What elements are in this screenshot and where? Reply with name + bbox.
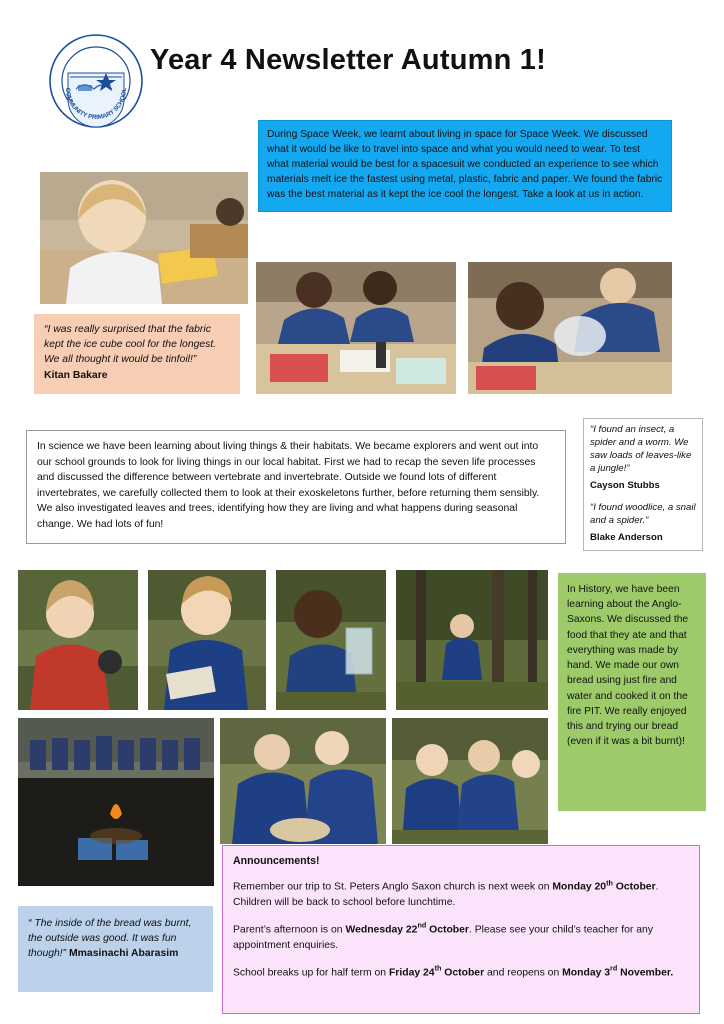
announcement-item: School breaks up for half term on Friday 24th October and reopens on Monday 3rd November. — [233, 963, 674, 979]
photo-bread-making-2 — [392, 718, 548, 844]
quote-kitan-text: “I was really surprised that the fabric kept the ice cube cool for the longest. We all thought it would be tinfoil!” — [44, 324, 217, 365]
page-title: Year 4 Newsletter Autumn 1! — [150, 44, 546, 76]
photo-classroom-group-2 — [468, 262, 672, 394]
announcement-item: Parent’s afternoon is on Wednesday 22nd October. Please see your child’s teacher for any appointment enquiries. — [233, 920, 654, 951]
photo-fire-pit — [18, 718, 214, 886]
photo-outdoor-explorer-2 — [148, 570, 266, 710]
photo-outdoor-explorer-3 — [276, 570, 386, 710]
quote-cayson-text: “I found an insect, a spider and a worm. We saw loads of leaves-like a jungle!” — [590, 424, 692, 475]
announcements-heading: Announcements! — [233, 855, 320, 867]
photo-outdoor-explorer-4 — [396, 570, 548, 710]
space-week-text-box: During Space Week, we learnt about living in space for Space Week. We discussed what it would be like to travel into space and what you would need to wear. To test what material would be best for a spacesuit we conducted an experience to see which materials melt ice the fastest using metal, plastic, fabric and paper. We found the fabric was the best material as it kept the ice cool the longest. Take a look at us in action. — [258, 120, 672, 212]
announcements-list — [233, 878, 689, 980]
announcements-box — [222, 845, 700, 1014]
photo-bread-making-1 — [220, 718, 386, 844]
quote-blake-name: Blake Anderson — [590, 532, 663, 544]
quote-mmasinachi-text: “ The inside of the bread was burnt, the outside was good. It was fun though!” — [28, 918, 192, 960]
quote-kitan — [34, 314, 240, 394]
quote-kitan-name: Kitan Bakare — [44, 370, 108, 382]
quote-right-group — [583, 418, 703, 551]
announcement-item: Remember our trip to St. Peters Anglo Saxon church is next week on Monday 20th October. Children will be back to school before lunchtime. — [233, 878, 659, 908]
quote-cayson-name: Cayson Stubbs — [590, 480, 660, 492]
quote-mmasinachi — [18, 906, 213, 992]
science-text-box: In science we have been learning about living things & their habitats. We became explorers and went out into our school grounds to look for living things in our local habitat. First we had to recap the seven life processes and discussed the difference between vertebrate and invertebrate. Outside we found lots of different invertebrates, we carefully collected them to look at their exoskeletons further, before returning them sensibly. We also investigated leaves and trees, identifying how they are living and what happens during seasonal change. We had lots of fun! — [26, 430, 566, 544]
svg-text:COMMUNITY PRIMARY SCHOOL: COMMUNITY PRIMARY SCHOOL — [63, 87, 129, 122]
photo-classroom-group-1 — [256, 262, 456, 394]
photo-ice-experiment-girl — [40, 172, 248, 304]
school-logo — [48, 33, 144, 129]
quote-blake-text: “I found woodlice, a snail and a spider.” — [590, 502, 696, 527]
history-text-box: In History, we have been learning about the Anglo-Saxons. We discussed the food that they ate and that everything was made by hand. We made our own bread using just fire and water and cooked it on the fire PIT. We really enjoyed this and trying our bread (even if it was a bit burnt)! — [558, 573, 706, 811]
quote-mmasinachi-name: Mmasinachi Abarasim — [69, 948, 179, 960]
photo-outdoor-explorer-1 — [18, 570, 138, 710]
